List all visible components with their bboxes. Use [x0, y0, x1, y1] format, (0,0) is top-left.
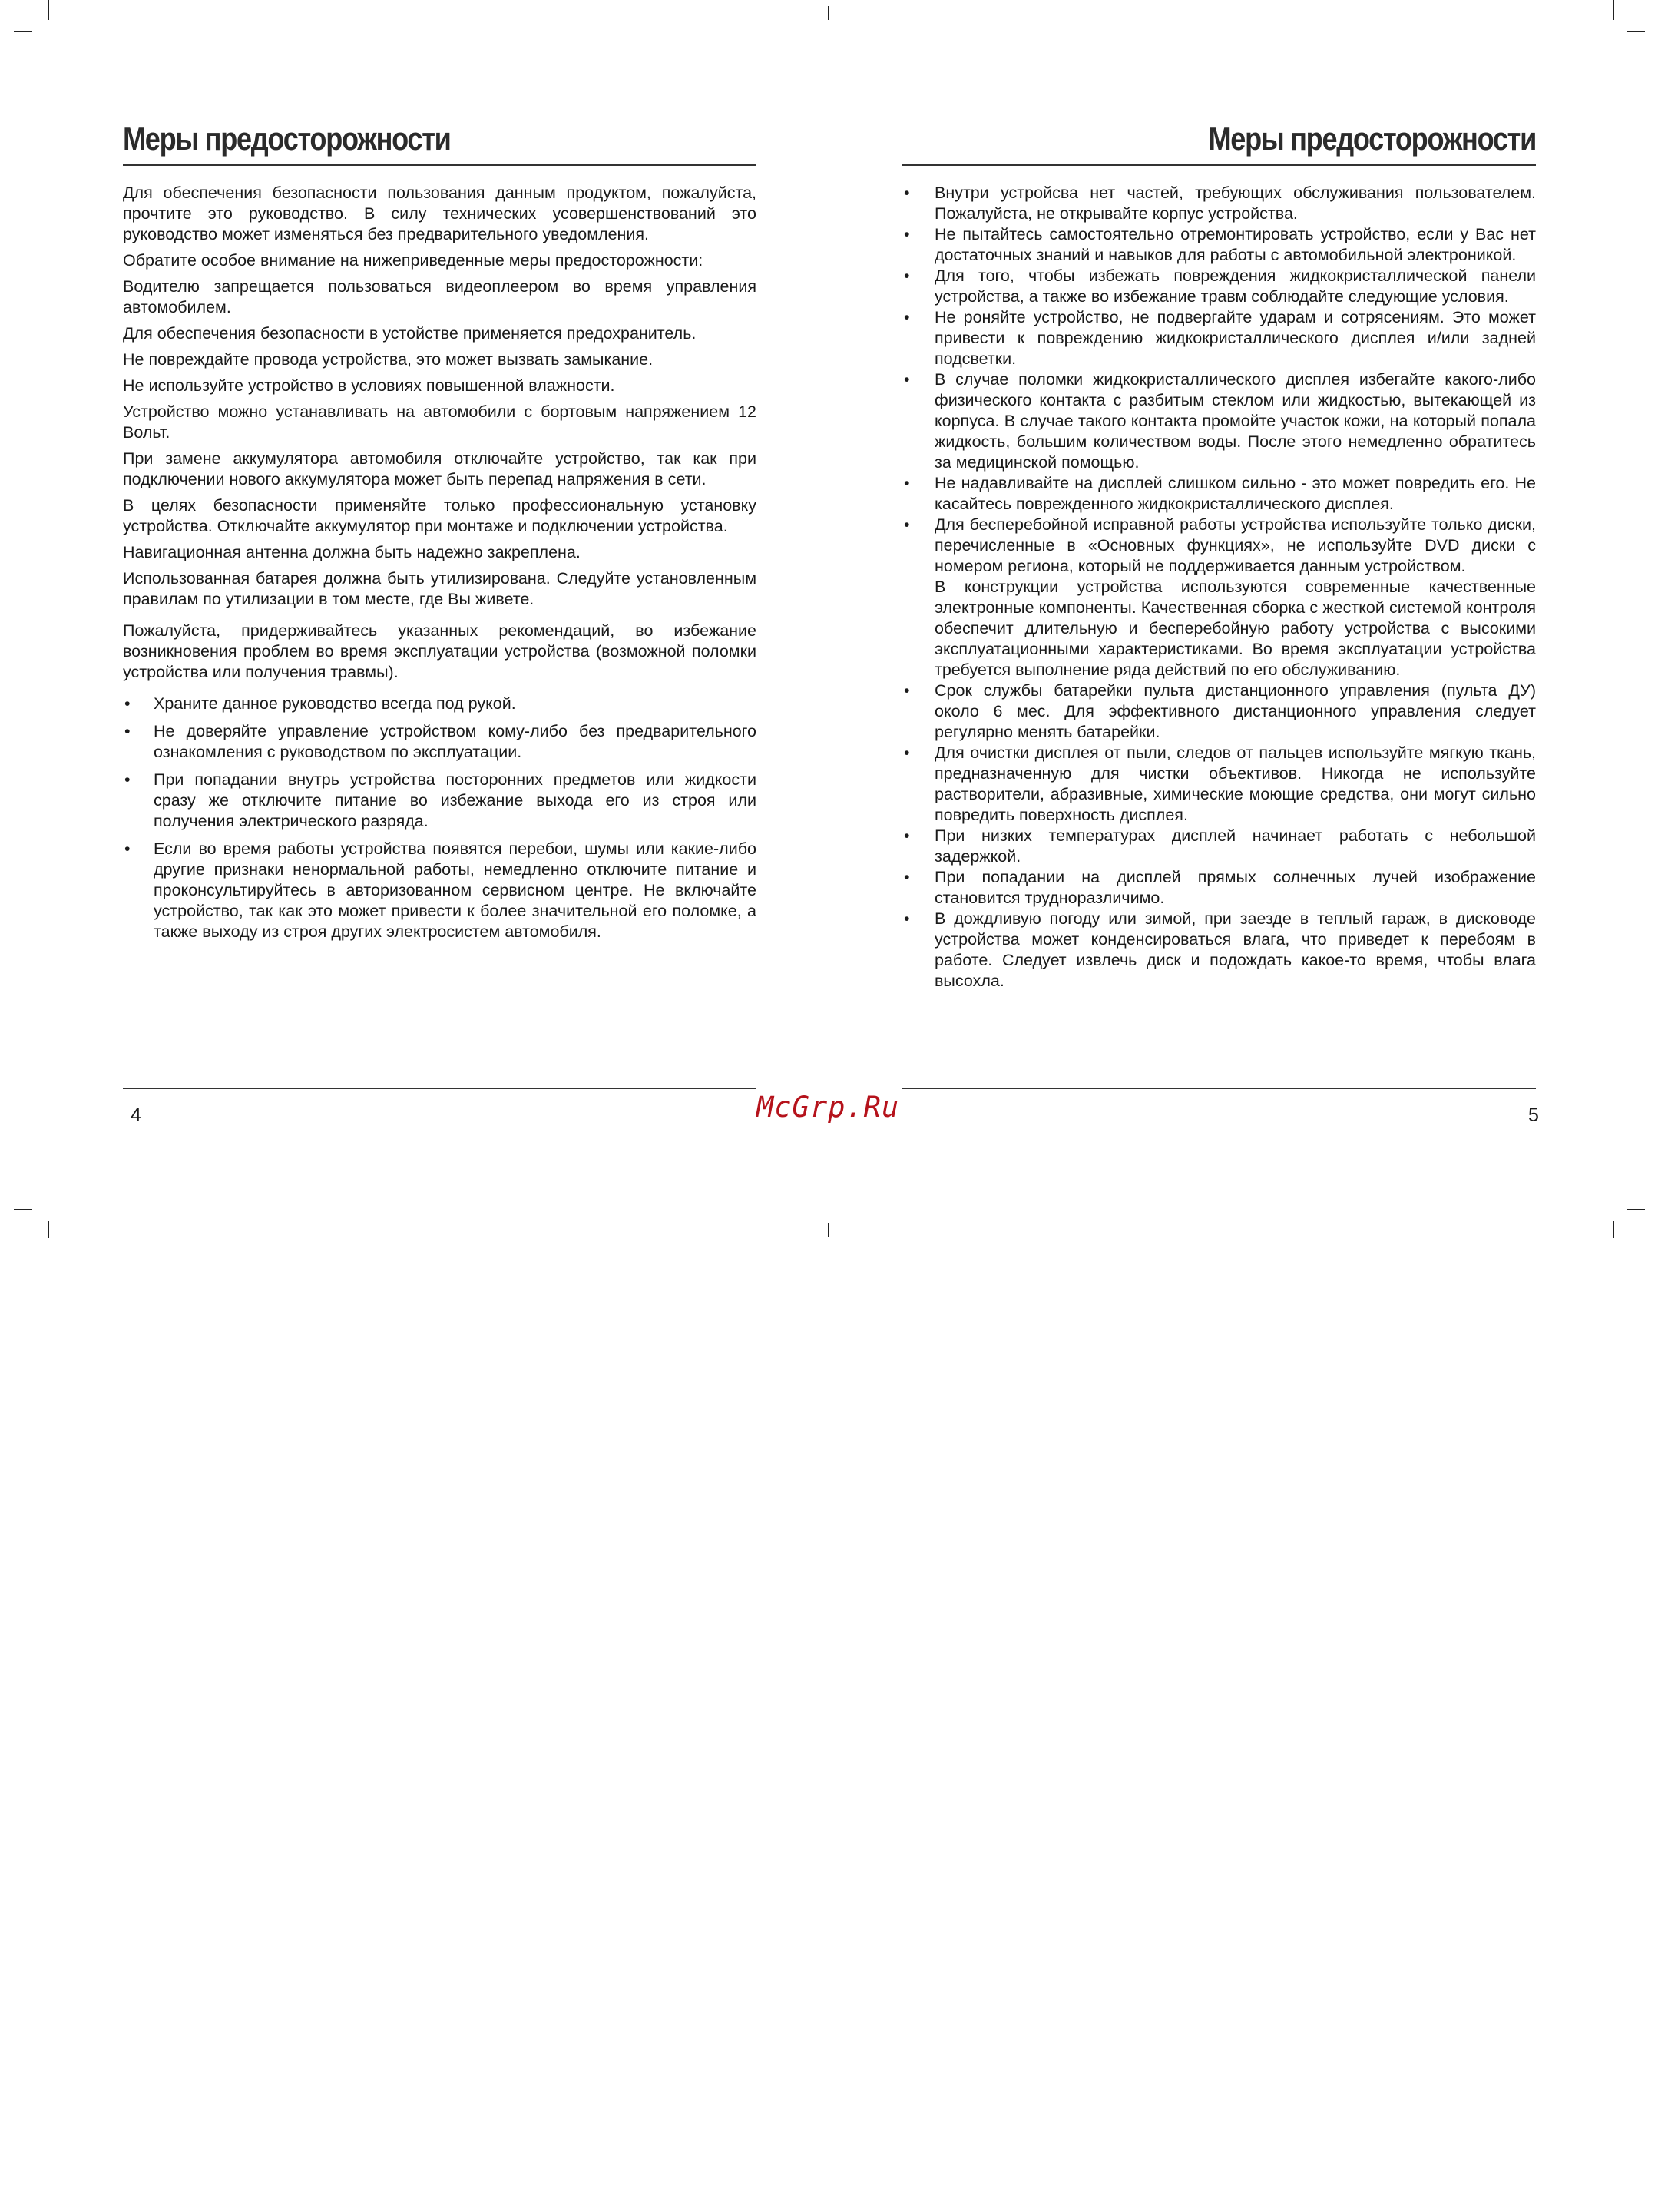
- list-item: [902, 515, 1536, 680]
- bullet-list: [123, 694, 756, 942]
- crop-mark: [14, 1209, 32, 1210]
- list-item: [902, 307, 1536, 369]
- list-item: [902, 473, 1536, 515]
- watermark-link[interactable]: McGrp.Ru: [756, 1091, 900, 1124]
- bullet-icon: •: [124, 839, 131, 858]
- list-item-continuation: В конструкции устройства используются современные качественные электронные компоненты. Качественная сборка с жесткой системой контроля обеспечит длительную и бесперебойную работу устройства с высокими эксплуатационными характеристиками. Во время эксплуатации устройства требуется выполнение ряда действий по его обслуживанию.: [935, 578, 1536, 679]
- list-item-text: Срок службы батарейки пульта дистанционного управления (пульта ДУ) около 6 мес. Для эффективного дистанционного управления следует регулярно менять батарейки.: [935, 681, 1536, 741]
- right-page: [902, 115, 1536, 992]
- crop-mark: [1627, 31, 1645, 32]
- list-item-text: Не доверяйте управление устройством кому-либо без предварительного ознакомления с руководством по эксплуатации.: [154, 722, 756, 761]
- paragraph: Использованная батарея должна быть утилизирована. Следуйте установленным правилам по утилизации в том месте, где Вы живете.: [123, 569, 756, 608]
- page-number: 5: [1528, 1104, 1539, 1126]
- crop-mark: [1613, 0, 1614, 20]
- bullet-icon: •: [904, 308, 910, 326]
- list-item-text: При низких температурах дисплей начинает работать с небольшой задержкой.: [935, 826, 1536, 866]
- crop-mark: [828, 6, 829, 20]
- list-item: [902, 867, 1536, 909]
- crop-mark: [48, 1221, 49, 1238]
- paragraph: Не используйте устройство в условиях повышенной влажности.: [123, 376, 615, 395]
- list-item: [123, 721, 756, 763]
- bullet-icon: •: [124, 770, 131, 789]
- list-item-text: Не надавливайте на дисплей слишком сильно - это может повредить его. Не касайтесь поврежденного жидкокристаллического дисплея.: [935, 474, 1536, 513]
- footer-rule: [123, 1088, 756, 1089]
- list-item-text: При попадании на дисплей прямых солнечных лучей изображение становится трудноразличимо.: [935, 868, 1536, 907]
- bullet-icon: •: [904, 184, 910, 202]
- bullet-icon: •: [904, 826, 910, 845]
- page-title: Меры предосторожности: [123, 121, 451, 157]
- list-item: [902, 909, 1536, 992]
- bullet-icon: •: [904, 225, 910, 243]
- bullet-icon: •: [904, 474, 910, 492]
- list-item: [123, 694, 756, 714]
- bullet-icon: •: [904, 515, 910, 534]
- list-item: [123, 770, 756, 832]
- list-item-text: В дождливую погоду или зимой, при заезде в теплый гараж, в дисководе устройства может конденсироваться влага, что приведет к перебоям в работе. Следует извлечь диск и подождать какое-то время, чтобы влага высохла.: [935, 909, 1536, 990]
- list-item: [902, 826, 1536, 867]
- list-item: [902, 183, 1536, 224]
- crop-mark: [1613, 1221, 1614, 1238]
- list-item-text: Не роняйте устройство, не подвергайте ударам и сотрясениям. Это может привести к повреждению жидкокристаллического дисплея и/или задней подсветки.: [935, 308, 1536, 368]
- header-rule: [123, 164, 756, 166]
- left-page: [123, 115, 756, 949]
- paragraph: Обратите особое внимание на нижеприведенные меры предосторожности:: [123, 251, 703, 270]
- list-item-text: Не пытайтесь самостоятельно отремонтировать устройство, если у Вас нет достаточных знаний и навыков для работы с автомобильной электроникой.: [935, 225, 1536, 264]
- list-item-text: Храните данное руководство всегда под рукой.: [154, 694, 516, 713]
- list-item: [902, 743, 1536, 826]
- header-rule: [902, 164, 1536, 166]
- paragraph: Пожалуйста, придерживайтесь указанных рекомендаций, во избежание возникновения проблем во время эксплуатации устройства (возможной поломки устройства или получения травмы).: [123, 621, 756, 681]
- list-item: [902, 266, 1536, 307]
- bullet-icon: •: [904, 370, 910, 389]
- paragraph: Для обеспечения безопасности в устойстве применяется предохранитель.: [123, 324, 697, 343]
- list-item-text: Для очистки дисплея от пыли, следов от пальцев используйте мягкую ткань, предназначенную для чистки объективов. Никогда не используйте растворители, абразивные, химические моющие средства, они могут сильно повредить поверхность дисплея.: [935, 743, 1536, 824]
- list-item-text: В случае поломки жидкокристаллического дисплея избегайте какого-либо физического контакта с разбитым стеклом или жидкостью, вытекающей из корпуса. В случае такого контакта промойте участок кожи, на который попала жидкость, большим количеством воды. После этого немедленно обратитесь за медицинской помощью.: [935, 370, 1536, 472]
- list-item: [902, 680, 1536, 743]
- crop-mark: [1627, 1209, 1645, 1210]
- intro-text: [123, 183, 756, 683]
- bullet-icon: •: [904, 909, 910, 928]
- list-item-text: Для того, чтобы избежать повреждения жидкокристаллической панели устройства, а также во избежание травм соблюдайте следующие условия.: [935, 267, 1536, 306]
- list-item: [902, 369, 1536, 473]
- list-item-text: Внутри устройсва нет частей, требующих обслуживания пользователем. Пожалуйста, не открывайте корпус устройства.: [935, 184, 1536, 223]
- paragraph: Навигационная антенна должна быть надежно закреплена.: [123, 543, 581, 561]
- crop-mark: [828, 1223, 829, 1237]
- paragraph: Устройство можно устанавливать на автомобили с бортовым напряжением 12 Вольт.: [123, 402, 756, 442]
- crop-mark: [48, 0, 49, 20]
- crop-mark: [14, 31, 32, 32]
- list-item-text: Если во время работы устройства появятся перебои, шумы или какие-либо другие признаки ненормальной работы, немедленно отключите питание и проконсультируйтесь в авторизованном сервисном центре. Не включайте устройство, так как это может привести к более значительной его поломке, а также выходу из строя других электросистем автомобиля.: [154, 839, 756, 941]
- list-item-text: Для бесперебойной исправной работы устройства используйте только диски, перечисленные в «Основных функциях», не используйте DVD диски с номером региона, который не поддерживается данным устройством.: [935, 515, 1536, 575]
- paragraph: Водителю запрещается пользоваться видеоплеером во время управления автомобилем.: [123, 277, 756, 316]
- page-title: Меры предосторожности: [1208, 121, 1536, 157]
- paragraph: Не повреждайте провода устройства, это может вызвать замыкание.: [123, 350, 654, 369]
- bullet-list: [902, 183, 1536, 992]
- bullet-icon: •: [904, 743, 910, 762]
- footer-rule: [902, 1088, 1536, 1089]
- page-number: 4: [131, 1104, 141, 1126]
- bullet-icon: •: [904, 868, 910, 886]
- paragraph: Для обеспечения безопасности пользования данным продуктом, пожалуйста, прочтите это руководство. В силу технических усовершенствований это руководство может изменяться без предварительного уведомления.: [123, 184, 756, 243]
- bullet-icon: •: [124, 722, 131, 740]
- paragraph: При замене аккумулятора автомобиля отключайте устройство, так как при подключении нового аккумулятора может быть перепад напряжения в сети.: [123, 449, 756, 488]
- bullet-icon: •: [124, 694, 131, 713]
- bullet-icon: •: [904, 681, 910, 700]
- bullet-icon: •: [904, 267, 910, 285]
- paragraph: В целях безопасности применяйте только профессиональную установку устройства. Отключайте аккумулятор при монтаже и подключении устройства.: [123, 496, 756, 535]
- list-item-text: При попадании внутрь устройства посторонних предметов или жидкости сразу же отключите питание во избежание выхода его из строя или получения электрического разряда.: [154, 770, 756, 830]
- list-item: [123, 839, 756, 942]
- list-item: [902, 224, 1536, 266]
